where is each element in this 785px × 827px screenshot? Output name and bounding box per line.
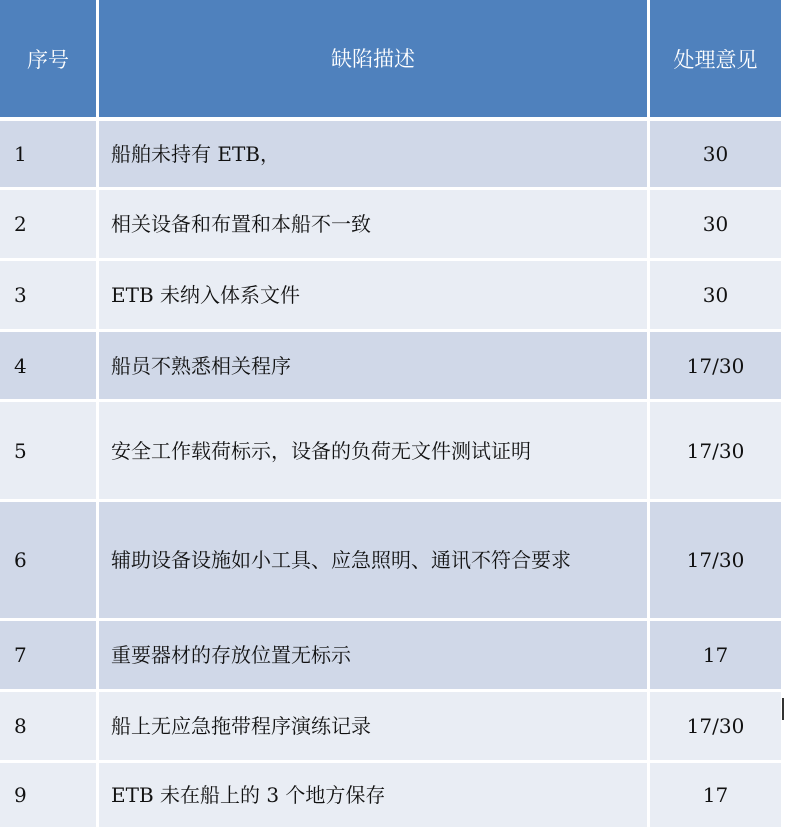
cell-desc: 相关设备和布置和本船不一致 [99, 190, 647, 258]
header-opinion: 处理意见 [650, 0, 781, 117]
cell-desc: ETB 未纳入体系文件 [99, 261, 647, 329]
cell-desc: 船员不熟悉相关程序 [99, 332, 647, 399]
cell-desc: 船舶未持有 ETB， [99, 121, 647, 187]
cell-opinion: 30 [650, 121, 781, 187]
cell-opinion: 17/30 [650, 332, 781, 399]
cell-no: 9 [0, 763, 96, 827]
cell-opinion: 17/30 [650, 692, 781, 760]
header-desc: 缺陷描述 [99, 0, 647, 117]
cell-opinion: 30 [650, 261, 781, 329]
cell-no: 8 [0, 692, 96, 760]
cell-opinion: 17 [650, 763, 781, 827]
cell-desc: ETB 未在船上的 3 个地方保存 [99, 763, 647, 827]
edge-mark [782, 698, 784, 720]
header-no: 序号 [0, 0, 96, 117]
cell-opinion: 30 [650, 190, 781, 258]
cell-no: 5 [0, 402, 96, 499]
cell-no: 6 [0, 502, 96, 618]
cell-no: 7 [0, 621, 96, 689]
cell-opinion: 17 [650, 621, 781, 689]
cell-desc: 船上无应急拖带程序演练记录 [99, 692, 647, 760]
cell-desc: 重要器材的存放位置无标示 [99, 621, 647, 689]
cell-desc: 辅助设备设施如小工具、应急照明、通讯不符合要求 [99, 502, 647, 618]
cell-desc: 安全工作载荷标示，设备的负荷无文件测试证明 [99, 402, 647, 499]
cell-no: 2 [0, 190, 96, 258]
cell-no: 4 [0, 332, 96, 399]
cell-no: 1 [0, 121, 96, 187]
cell-opinion: 17/30 [650, 402, 781, 499]
cell-no: 3 [0, 261, 96, 329]
cell-opinion: 17/30 [650, 502, 781, 618]
